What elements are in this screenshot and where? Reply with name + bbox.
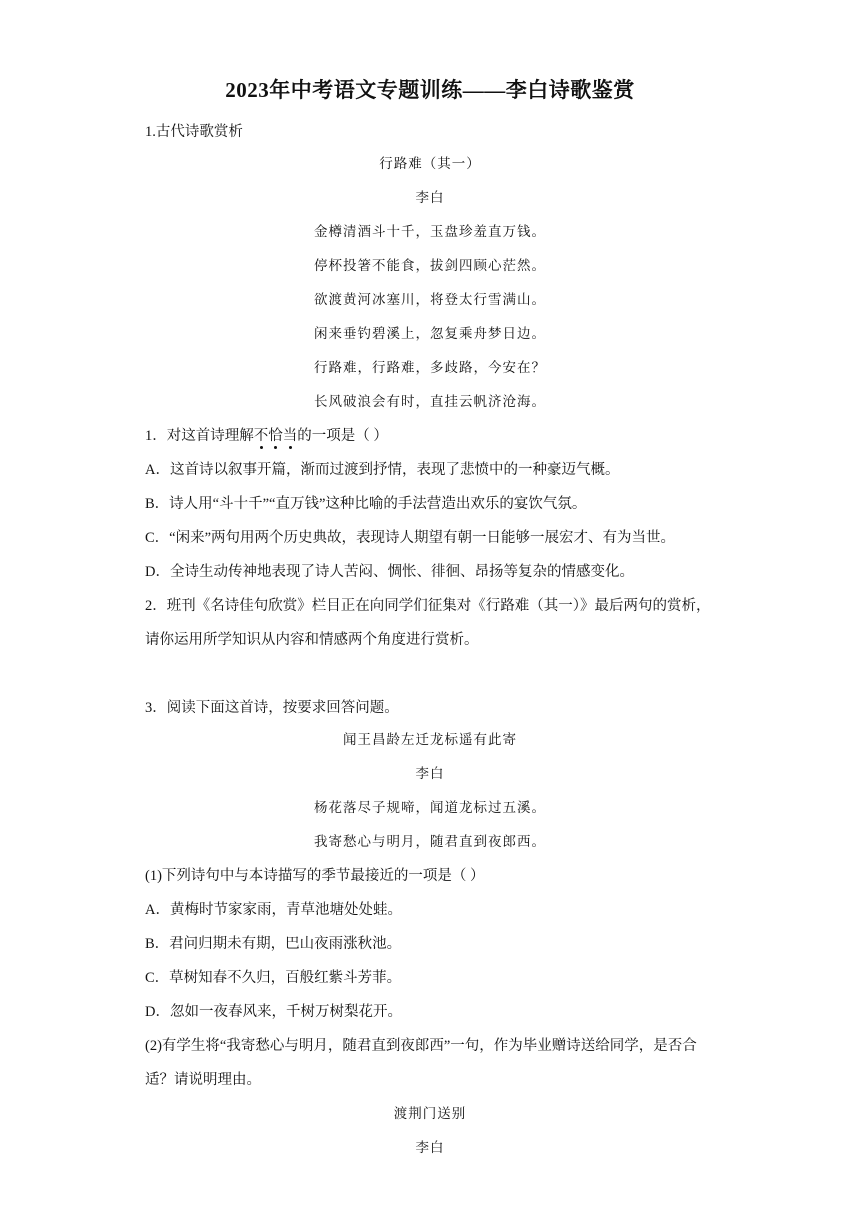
- question-1-stem-post: 的一项是（ ）: [297, 428, 388, 444]
- question-2-line: 2．班刊《名诗佳句欣赏》栏目正在向同学们征集对《行路难（其一）》最后两句的赏析，: [145, 598, 711, 614]
- poem1-line: 长风破浪会有时，直挂云帆济沧海。: [314, 394, 546, 410]
- question-1-option-d: D．全诗生动传神地表现了诗人苦闷、惆怅、徘徊、昂扬等复杂的情感变化。: [145, 564, 634, 580]
- poem3-title: 渡荆门送别: [393, 1106, 467, 1122]
- question-3-option-b: B．君问归期未有期，巴山夜雨涨秋池。: [145, 936, 402, 952]
- question-3-sub2: (2)有学生将“我寄愁心与明月，随君直到夜郎西”一句，作为毕业赠诗送给同学，是否合: [145, 1038, 697, 1054]
- poem1-line: 闲来垂钓碧溪上，忽复乘舟梦日边。: [314, 326, 546, 342]
- question-3-stem: 3．阅读下面这首诗，按要求回答问题。: [145, 700, 399, 716]
- poem1-line: 行路难，行路难，多歧路，今安在？: [314, 360, 546, 376]
- emphasis-char: 当: [282, 428, 298, 444]
- poem1-line: 欲渡黄河冰塞川，将登太行雪满山。: [314, 292, 546, 308]
- question-3-option-c: C．草树知春不久归，百般红紫斗芳菲。: [145, 970, 402, 986]
- question-1-option-b: B．诗人用“斗十千”“直万钱”这种比喻的手法营造出欢乐的宴饮气氛。: [145, 496, 587, 512]
- poem2-author: 李白: [415, 766, 445, 782]
- emphasis-char: 恰: [268, 428, 283, 444]
- poem1-title: 行路难（其一）: [379, 156, 481, 172]
- question-3-option-d: D．忽如一夜春风来，千树万树梨花开。: [145, 1004, 402, 1020]
- poem1-line: 金樽清酒斗十千，玉盘珍羞直万钱。: [314, 224, 546, 240]
- question-2-line: 请你运用所学知识从内容和情感两个角度进行赏析。: [145, 632, 479, 648]
- question-3-sub1: (1)下列诗句中与本诗描写的季节最接近的一项是（ ）: [145, 868, 485, 884]
- question-1-option-c: C．“闲来”两句用两个历史典故，表现诗人期望有朝一日能够一展宏才、有为当世。: [145, 530, 676, 546]
- question-1-stem-pre: 1．对这首诗理解: [145, 428, 254, 444]
- question-3-option-a: A．黄梅时节家家雨，青草池塘处处蛙。: [145, 902, 402, 918]
- document-title: 2023年中考语文专题训练——李白诗歌鉴赏: [225, 78, 635, 102]
- poem3-author: 李白: [415, 1140, 445, 1156]
- question-1-option-a: A．这首诗以叙事开篇，渐而过渡到抒情，表现了悲愤中的一种豪迈气概。: [145, 462, 620, 478]
- poem2-title: 闻王昌龄左迁龙标遥有此寄: [343, 732, 517, 748]
- poem1-author: 李白: [415, 190, 445, 206]
- poem2-line: 我寄愁心与明月，随君直到夜郎西。: [314, 834, 546, 850]
- question-3-sub2: 适？请说明理由。: [145, 1072, 261, 1088]
- question-1-stem: [145, 424, 388, 445]
- section1-heading: 1.古代诗歌赏析: [145, 124, 243, 140]
- poem1-line: 停杯投箸不能食，拔剑四顾心茫然。: [314, 258, 546, 274]
- emphasis-char: 不: [253, 428, 269, 444]
- poem2-line: 杨花落尽子规啼，闻道龙标过五溪。: [314, 800, 546, 816]
